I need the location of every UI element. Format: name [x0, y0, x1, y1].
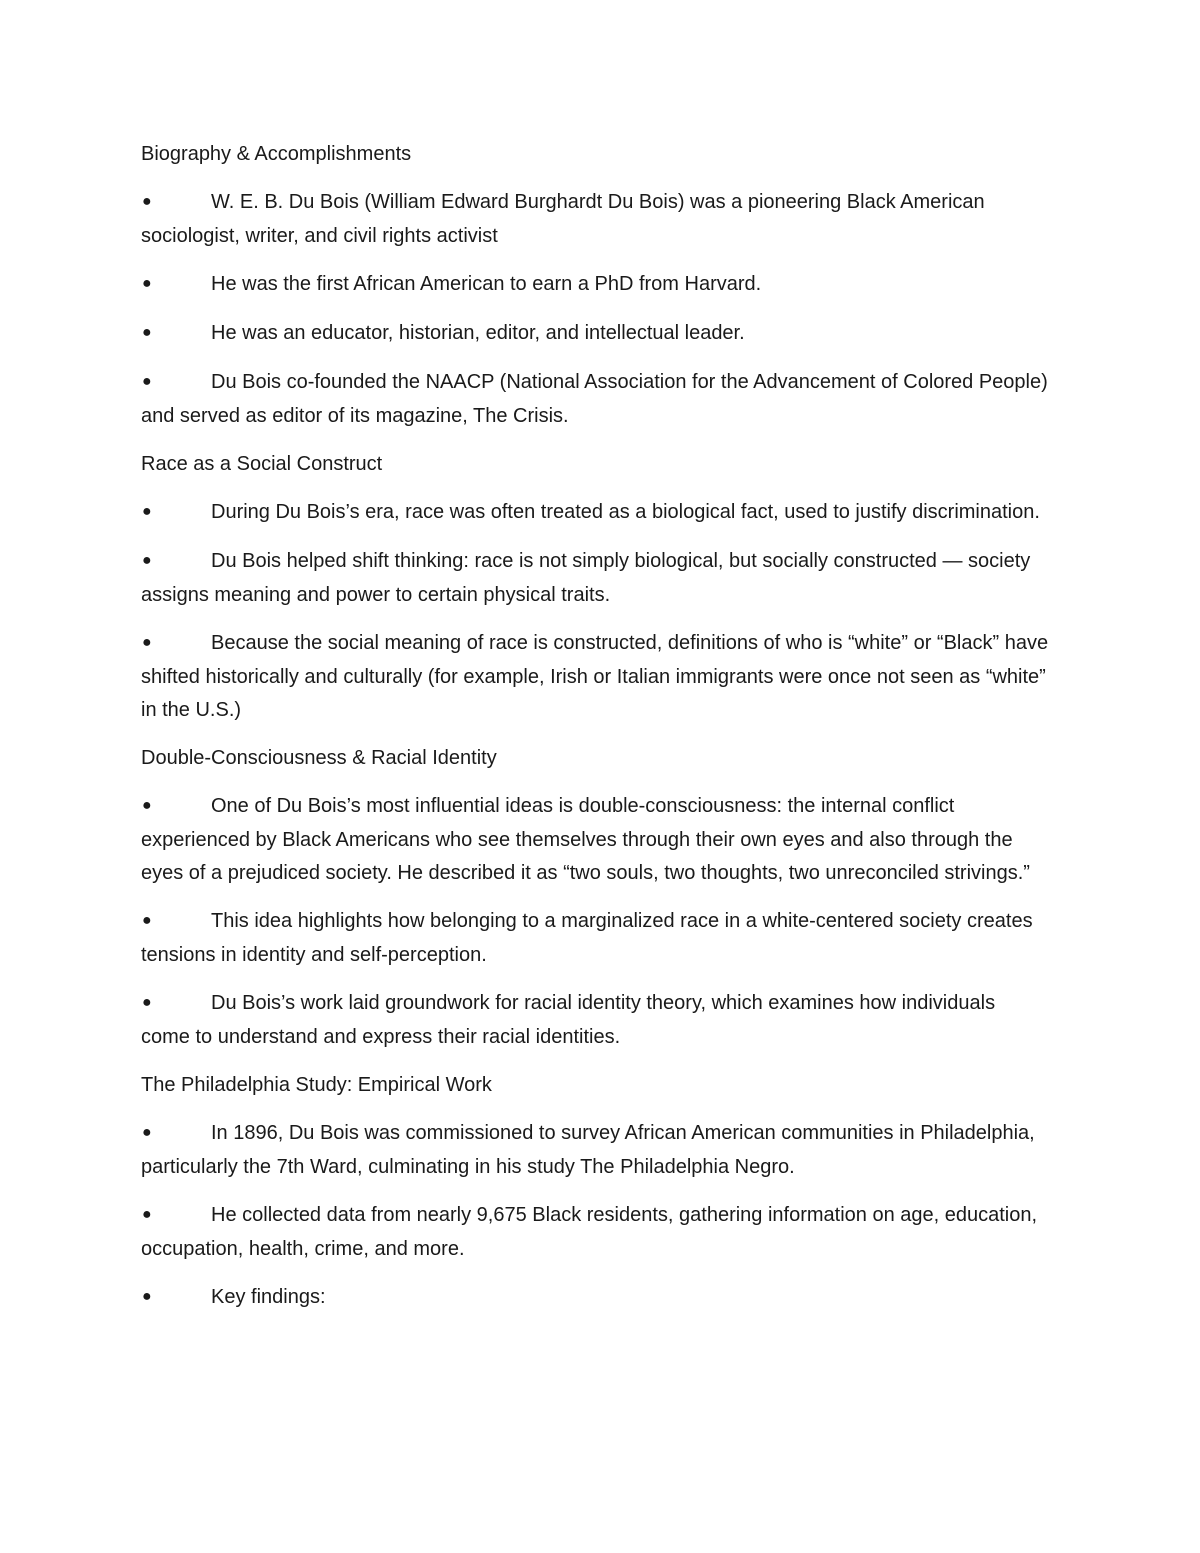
bullet-item	[141, 987, 1049, 1054]
bullet-item	[141, 366, 1049, 433]
document-page	[141, 138, 1049, 1330]
bullet-item	[141, 1199, 1049, 1266]
section-philadelphia-study	[141, 1069, 1049, 1315]
bullet-item	[141, 905, 1049, 972]
bullet-text: Du Bois co-founded the NAACP (National Association for the Advancement of Colored People) and served as editor of its magazine, The Crisis.	[141, 371, 1048, 427]
bullet-text: W. E. B. Du Bois (William Edward Burghardt Du Bois) was a pioneering Black American sociologist, writer, and civil rights activist	[141, 191, 985, 247]
bullet-icon: ●	[142, 912, 152, 929]
bullet-item	[141, 627, 1049, 727]
section-heading: Biography & Accomplishments	[141, 143, 412, 165]
bullet-text: Key findings:	[211, 1286, 326, 1308]
bullet-icon: ●	[142, 1124, 152, 1141]
bullet-text: During Du Bois’s era, race was often treated as a biological fact, used to justify discrimination.	[211, 501, 1040, 523]
bullet-item	[141, 1117, 1049, 1184]
bullet-icon: ●	[142, 1206, 152, 1223]
bullet-text: Du Bois helped shift thinking: race is not simply biological, but socially constructed — society assigns meaning and power to certain physical traits.	[141, 550, 1031, 606]
bullet-item	[141, 496, 1049, 530]
bullet-item	[141, 317, 1049, 351]
bullet-text: He collected data from nearly 9,675 Black residents, gathering information on age, education, occupation, health, crime, and more.	[141, 1204, 1038, 1260]
section-heading: The Philadelphia Study: Empirical Work	[141, 1074, 492, 1096]
bullet-icon: ●	[142, 552, 152, 569]
bullet-icon: ●	[142, 634, 152, 651]
section-double-consciousness	[141, 742, 1049, 1054]
bullet-icon: ●	[142, 994, 152, 1011]
bullet-text: One of Du Bois’s most influential ideas is double-consciousness: the internal conflict experienced by Black Americans who see themselves through their own eyes and also through the eyes of a prejudiced society. He described it as “two souls, two thoughts, two unreconciled strivings.”	[141, 795, 1030, 884]
bullet-item	[141, 790, 1049, 890]
bullet-item	[141, 268, 1049, 302]
section-heading: Race as a Social Construct	[141, 453, 383, 475]
bullet-icon: ●	[142, 275, 152, 292]
bullet-icon: ●	[142, 503, 152, 520]
bullet-text: In 1896, Du Bois was commissioned to survey African American communities in Philadelphia, particularly the 7th Ward, culminating in his study The Philadelphia Negro.	[141, 1122, 1035, 1178]
section-heading: Double-Consciousness & Racial Identity	[141, 747, 497, 769]
bullet-text: Du Bois’s work laid groundwork for racial identity theory, which examines how individuals come to understand and express their racial identities.	[141, 992, 996, 1048]
bullet-icon: ●	[142, 1288, 152, 1305]
section-biography	[141, 138, 1049, 433]
bullet-text: Because the social meaning of race is constructed, definitions of who is “white” or “Black” have shifted historically and culturally (for example, Irish or Italian immigrants were once not seen as “white” in the U.S.)	[141, 632, 1049, 721]
bullet-icon: ●	[142, 193, 152, 210]
bullet-icon: ●	[142, 797, 152, 814]
bullet-text: He was the first African American to earn a PhD from Harvard.	[211, 273, 762, 295]
bullet-icon: ●	[142, 373, 152, 390]
bullet-item	[141, 186, 1049, 253]
bullet-text: This idea highlights how belonging to a marginalized race in a white-centered society creates tensions in identity and self-perception.	[141, 910, 1033, 966]
bullet-text: He was an educator, historian, editor, and intellectual leader.	[211, 322, 745, 344]
bullet-item	[141, 1281, 1049, 1315]
bullet-item	[141, 545, 1049, 612]
section-race-social-construct	[141, 448, 1049, 727]
bullet-icon: ●	[142, 324, 152, 341]
